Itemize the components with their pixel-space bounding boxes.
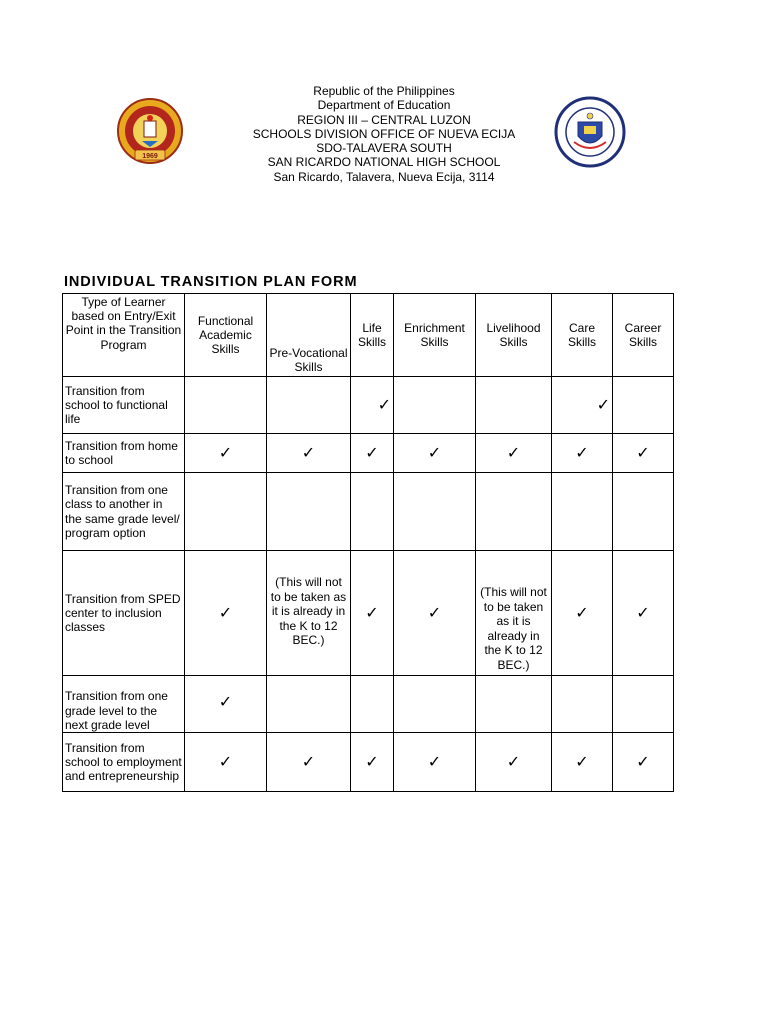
cell-pre-vocational: ✓ xyxy=(267,733,351,792)
table-row xyxy=(63,473,674,551)
cell-livelihood: ✓ xyxy=(476,733,552,792)
cell-enrichment xyxy=(394,377,476,434)
cell-career xyxy=(613,473,674,551)
cell-enrichment: ✓ xyxy=(394,551,476,676)
cell-care xyxy=(552,473,613,551)
row-label: Transition from one class to another in the same grade level/ program option xyxy=(63,473,185,551)
cell-life-skills: ✓ xyxy=(351,551,394,676)
row-label: Transition from SPED center to inclusion classes xyxy=(63,551,185,676)
header-line-department: Department of Education xyxy=(317,98,451,113)
cell-care: ✓ xyxy=(552,434,613,473)
table-header-row xyxy=(63,294,674,377)
table-row xyxy=(63,676,674,733)
table-row xyxy=(63,551,674,676)
header-line-division: SCHOOLS DIVISION OFFICE OF NUEVA ECIJA xyxy=(252,126,516,141)
cell-enrichment xyxy=(394,676,476,733)
cell-life-skills xyxy=(351,676,394,733)
cell-pre-vocational xyxy=(267,676,351,733)
cell-career xyxy=(613,377,674,434)
cell-career: ✓ xyxy=(613,434,674,473)
school-seal-logo xyxy=(117,97,183,165)
cell-career xyxy=(613,676,674,733)
cell-livelihood xyxy=(476,473,552,551)
cell-life-skills: ✓ xyxy=(351,733,394,792)
cell-functional-academic: ✓ xyxy=(185,551,267,676)
header-line-region: REGION III – CENTRAL LUZON xyxy=(297,112,471,127)
table-row xyxy=(63,733,674,792)
header-line-sdo: SDO-TALAVERA SOUTH xyxy=(316,141,452,156)
transition-plan-table xyxy=(62,293,674,792)
cell-life-skills: ✓ xyxy=(351,434,394,473)
cell-functional-academic: ✓ xyxy=(185,434,267,473)
cell-career: ✓ xyxy=(613,551,674,676)
row-label: Transition from school to functional life xyxy=(63,377,185,434)
cell-functional-academic xyxy=(185,473,267,551)
cell-enrichment xyxy=(394,473,476,551)
cell-enrichment: ✓ xyxy=(394,733,476,792)
cell-functional-academic: ✓ xyxy=(185,733,267,792)
cell-pre-vocational xyxy=(267,473,351,551)
cell-care: ✓ xyxy=(552,733,613,792)
cell-livelihood xyxy=(476,676,552,733)
cell-livelihood: ✓ xyxy=(476,434,552,473)
header-line-address: San Ricardo, Talavera, Nueva Ecija, 3114 xyxy=(273,169,495,184)
cell-livelihood xyxy=(476,377,552,434)
header-pre-vocational: Pre-Vocational Skills xyxy=(267,294,351,377)
cell-care xyxy=(552,676,613,733)
cell-care: ✓ xyxy=(552,377,613,434)
header-line-republic: Republic of the Philippines xyxy=(313,84,455,98)
cell-pre-vocational: ✓ xyxy=(267,434,351,473)
cell-functional-academic: ✓ xyxy=(185,676,267,733)
header-functional-academic: Functional Academic Skills xyxy=(185,294,267,377)
school-seal-year: 1969 xyxy=(142,153,158,160)
cell-pre-vocational-note: (This will not to be taken as it is already in the K to 12 BEC.) xyxy=(267,551,351,676)
form-title: INDIVIDUAL TRANSITION PLAN FORM xyxy=(64,274,358,290)
deped-seal-logo xyxy=(554,96,626,168)
cell-enrichment: ✓ xyxy=(394,434,476,473)
header-livelihood: Livelihood Skills xyxy=(476,294,552,377)
header-career: Career Skills xyxy=(613,294,674,377)
row-label: Transition from home to school xyxy=(63,434,185,473)
header-type-of-learner: Type of Learner based on Entry/Exit Point in the Transition Program xyxy=(63,294,185,377)
cell-life-skills xyxy=(351,473,394,551)
document-header xyxy=(0,84,768,184)
header-life-skills: Life Skills xyxy=(351,294,394,377)
header-line-school: SAN RICARDO NATIONAL HIGH SCHOOL xyxy=(267,155,501,170)
row-label: Transition from one grade level to the next grade level xyxy=(63,676,185,733)
header-enrichment: Enrichment Skills xyxy=(394,294,476,377)
cell-pre-vocational xyxy=(267,377,351,434)
header-care: Care Skills xyxy=(552,294,613,377)
cell-career: ✓ xyxy=(613,733,674,792)
row-label: Transition from school to employment and entrepreneurship xyxy=(63,733,185,792)
cell-livelihood-note: (This will not to be taken as it is already in the K to 12 BEC.) xyxy=(476,551,552,676)
table-row xyxy=(63,434,674,473)
cell-care: ✓ xyxy=(552,551,613,676)
table-row xyxy=(63,377,674,434)
cell-functional-academic xyxy=(185,377,267,434)
cell-life-skills: ✓ xyxy=(351,377,394,434)
